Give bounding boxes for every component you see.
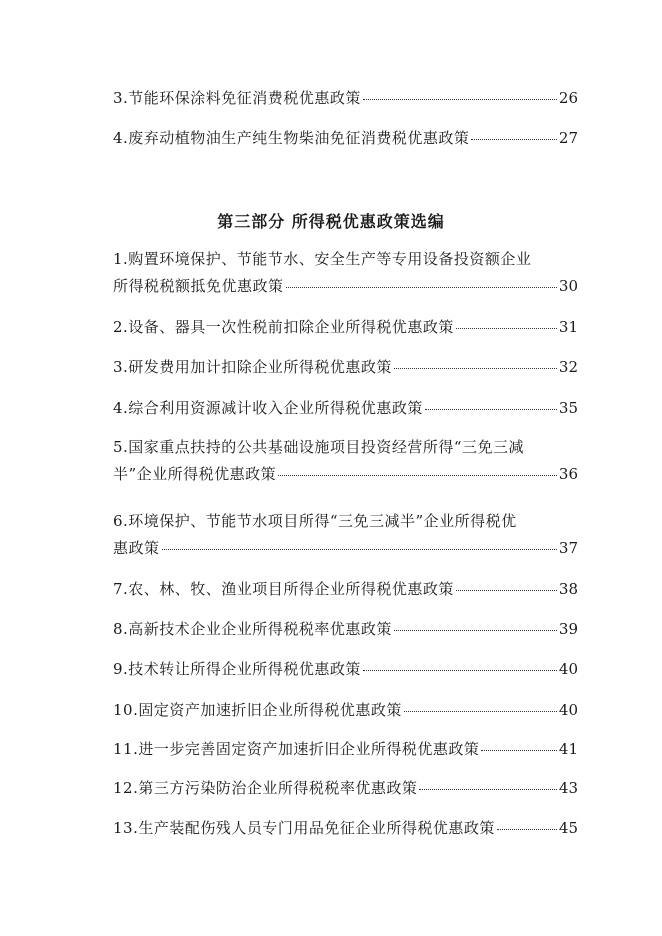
- toc-entry: [113, 91, 578, 106]
- dot-leader: [456, 328, 557, 329]
- toc-page-number: 41: [558, 740, 578, 758]
- toc-entry-title: 惠政策: [113, 539, 160, 557]
- dot-leader: [404, 711, 557, 712]
- toc-entry-title: 4.综合利用资源减计收入企业所得税优惠政策: [113, 399, 423, 417]
- toc-page-number: 27: [558, 129, 578, 147]
- toc-entry: [113, 514, 578, 556]
- toc-entry-title: 9.技术转让所得企业所得税优惠政策: [113, 660, 361, 678]
- toc-entry: [113, 582, 578, 597]
- dot-leader: [481, 750, 557, 751]
- toc-entry-title: 3.节能环保涂料免征消费税优惠政策: [113, 89, 361, 107]
- dot-leader: [419, 789, 557, 790]
- toc-page-number: 40: [558, 660, 578, 678]
- toc-entry-title: 10.固定资产加速折旧企业所得税优惠政策: [113, 701, 402, 719]
- toc-page-number: 45: [558, 819, 578, 837]
- toc-page-number: 35: [558, 399, 578, 417]
- toc-entry: [113, 252, 578, 294]
- dot-leader: [363, 99, 557, 100]
- dot-leader: [278, 475, 557, 476]
- dot-leader: [425, 409, 557, 410]
- toc-page-number: 39: [558, 620, 578, 638]
- toc-page-number: 37: [558, 539, 578, 557]
- toc-page-number: 38: [558, 580, 578, 598]
- dot-leader: [286, 287, 557, 288]
- toc-entry-title: 12.第三方污染防治企业所得税税率优惠政策: [113, 779, 418, 797]
- toc-entry: [113, 131, 578, 146]
- toc-entry: [113, 821, 578, 836]
- toc-entry: [113, 703, 578, 718]
- toc-entry: [113, 320, 578, 335]
- dot-leader: [456, 590, 557, 591]
- toc-entry: [113, 781, 578, 796]
- toc-entry-title-line1: 1.购置环境保护、节能节水、安全生产等专用设备投资额企业: [113, 250, 532, 268]
- dot-leader: [363, 670, 557, 671]
- dot-leader: [162, 549, 557, 550]
- toc-page-number: 36: [558, 465, 578, 483]
- toc-entry-title: 8.高新技术企业企业所得税税率优惠政策: [113, 620, 392, 638]
- toc-entry-title: 7.农、林、牧、渔业项目所得企业所得税优惠政策: [113, 580, 454, 598]
- toc-page-number: 43: [558, 779, 578, 797]
- toc-page-number: 40: [558, 701, 578, 719]
- toc-entry-title-line1: 5.国家重点扶持的公共基础设施项目投资经营所得“三免三减: [113, 438, 524, 456]
- toc-entry-title-line1: 6.环境保护、节能节水项目所得“三免三减半”企业所得税优: [113, 512, 517, 530]
- dot-leader: [394, 630, 557, 631]
- toc-page-number: 32: [558, 358, 578, 376]
- toc-entry-title: 4.废弃动植物油生产纯生物柴油免征消费税优惠政策: [113, 129, 470, 147]
- toc-entry-title: 3.研发费用加计扣除企业所得税优惠政策: [113, 358, 392, 376]
- dot-leader: [497, 829, 557, 830]
- toc-page-number: 26: [558, 89, 578, 107]
- toc-entry: [113, 622, 578, 637]
- toc-entry-title: 2.设备、器具一次性税前扣除企业所得税优惠政策: [113, 318, 454, 336]
- section-heading: 第三部分 所得税优惠政策选编: [217, 212, 445, 231]
- dot-leader: [394, 368, 557, 369]
- toc-page-number: 30: [558, 277, 578, 295]
- toc-entry: [113, 401, 578, 416]
- toc-entry-title: 11.进一步完善固定资产加速折旧企业所得税优惠政策: [113, 740, 480, 758]
- toc-entry: [113, 662, 578, 677]
- toc-entry: [113, 742, 578, 757]
- toc-entry-title: 13.生产装配伤残人员专门用品免征企业所得税优惠政策: [113, 819, 495, 837]
- toc-page-number: 31: [558, 318, 578, 336]
- toc-entry: [113, 360, 578, 375]
- toc-entry: [113, 440, 578, 482]
- toc-entry-title: 所得税税额抵免优惠政策: [113, 277, 284, 295]
- dot-leader: [471, 139, 557, 140]
- toc-entry-title: 半”企业所得税优惠政策: [113, 465, 277, 483]
